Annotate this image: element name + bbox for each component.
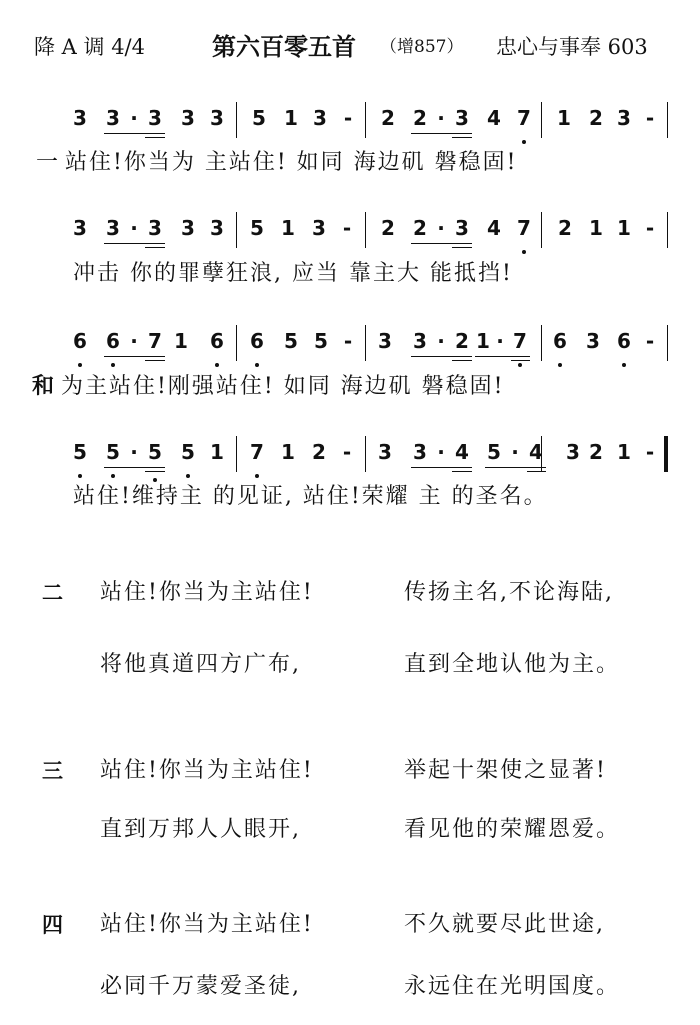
lyric-text: 站住!维持主 的见证, 站住!荣耀 主 的圣名。 (73, 484, 548, 509)
note: 5 (73, 440, 87, 464)
note: 2 (413, 216, 427, 240)
note: 3 (210, 216, 224, 240)
barline (365, 325, 366, 361)
beam-line (104, 243, 165, 244)
verse-line: 必同千万蒙爱圣徒, (100, 974, 301, 999)
octave-dot (518, 363, 522, 367)
hymn-supplement-number: （增857） (380, 37, 464, 57)
dot-rhythm: · (437, 440, 445, 464)
note: 5 (106, 440, 120, 464)
beam-line (145, 137, 165, 138)
note: 1 (617, 440, 631, 464)
octave-dot (522, 250, 526, 254)
note: 4 (455, 440, 469, 464)
final-barline (664, 436, 667, 472)
verse-line: 站住!你当为主站住! (100, 758, 314, 783)
beam-line (452, 360, 472, 361)
note: 5 (181, 440, 195, 464)
verse-number: 二 (42, 580, 63, 605)
hymn-title: 第六百零五首 (212, 32, 356, 61)
beam-line (475, 356, 530, 357)
beam-line (145, 247, 165, 248)
beam-line (411, 467, 472, 468)
verse-line: 直到全地认他为主。 (404, 652, 621, 677)
octave-dot (622, 363, 626, 367)
note: 1 (589, 216, 603, 240)
octave-dot (522, 140, 526, 144)
beam-line (145, 471, 165, 472)
beam-line (527, 471, 546, 472)
dot-rhythm: · (130, 216, 138, 240)
barline (667, 325, 668, 361)
refrain-prefix: 和 (32, 373, 55, 399)
note: 3 (210, 106, 224, 130)
note: 3 (181, 216, 195, 240)
sustain-dash: - (645, 106, 655, 130)
barline (236, 102, 237, 138)
key-signature: 降 A 调 4/4 (34, 35, 145, 59)
verse-number: 四 (42, 912, 63, 937)
barline (365, 436, 366, 472)
note: 2 (589, 440, 603, 464)
note: 2 (312, 440, 326, 464)
dot-rhythm: · (437, 216, 445, 240)
note: 5 (148, 440, 162, 464)
note: 3 (106, 106, 120, 130)
lyric-text: 冲击 你的罪孽狂浪, 应当 靠主大 能抵挡! (73, 261, 513, 286)
beam-line (104, 467, 165, 468)
sustain-dash: - (645, 440, 655, 464)
octave-dot (215, 363, 219, 367)
dot-rhythm: · (496, 329, 504, 353)
octave-dot (255, 474, 259, 478)
note: 1 (476, 329, 490, 353)
verse-prefix: 一 (36, 150, 59, 175)
beam-line (104, 356, 165, 357)
sustain-dash: - (342, 440, 352, 464)
barline (236, 212, 237, 248)
dot-rhythm: · (130, 440, 138, 464)
note: 6 (73, 329, 87, 353)
note: 3 (148, 106, 162, 130)
note: 3 (413, 440, 427, 464)
dot-rhythm: · (511, 440, 519, 464)
note: 3 (617, 106, 631, 130)
note: 4 (487, 216, 501, 240)
note: 5 (487, 440, 501, 464)
verse-line: 站住!你当为主站住! (100, 580, 314, 605)
note: 3 (148, 216, 162, 240)
note: 3 (566, 440, 580, 464)
octave-dot (186, 474, 190, 478)
note: 1 (281, 440, 295, 464)
lyric-line-4 (36, 482, 548, 512)
beam-line (145, 360, 165, 361)
note: 2 (381, 216, 395, 240)
note: 7 (517, 216, 531, 240)
note: 1 (281, 216, 295, 240)
note: 3 (73, 106, 87, 130)
note: 1 (557, 106, 571, 130)
note: 2 (589, 106, 603, 130)
beam-line (411, 243, 472, 244)
octave-dot (111, 474, 115, 478)
note: 7 (517, 106, 531, 130)
note: 2 (413, 106, 427, 130)
lyric-text: 为主站住!刚强站住! 如同 海边矶 磐稳固! (61, 374, 505, 399)
note: 4 (487, 106, 501, 130)
note: 2 (455, 329, 469, 353)
note: 3 (312, 216, 326, 240)
note: 2 (558, 216, 572, 240)
verse-line: 站住!你当为主站住! (100, 912, 314, 937)
note: 3 (455, 106, 469, 130)
note: 3 (313, 106, 327, 130)
barline (667, 436, 668, 472)
sustain-dash: - (645, 329, 655, 353)
beam-line (104, 133, 165, 134)
note: 1 (210, 440, 224, 464)
note: 7 (250, 440, 264, 464)
hymn-category: 忠心与事奉 603 (496, 35, 648, 59)
dot-rhythm: · (437, 329, 445, 353)
beam-line (411, 356, 472, 357)
barline (541, 325, 542, 361)
dot-rhythm: · (130, 106, 138, 130)
note: 5 (252, 106, 266, 130)
note: 4 (529, 440, 543, 464)
note: 7 (513, 329, 527, 353)
note: 3 (73, 216, 87, 240)
lyric-line-2 (36, 259, 513, 289)
note: 6 (553, 329, 567, 353)
note: 5 (250, 216, 264, 240)
note: 3 (455, 216, 469, 240)
sustain-dash: - (342, 216, 352, 240)
verse-line: 传扬主名,不论海陆, (404, 580, 614, 605)
sustain-dash: - (645, 216, 655, 240)
sustain-dash: - (343, 106, 353, 130)
lyric-line-3 (32, 371, 505, 401)
barline (667, 102, 668, 138)
octave-dot (558, 363, 562, 367)
verse-line: 看见他的荣耀恩爱。 (404, 817, 621, 842)
dot-rhythm: · (130, 329, 138, 353)
verse-line: 不久就要尽此世途, (404, 912, 605, 937)
beam-line (452, 247, 472, 248)
verse-line: 永远住在光明国度。 (404, 974, 621, 999)
note: 6 (106, 329, 120, 353)
note: 5 (284, 329, 298, 353)
barline (236, 325, 237, 361)
note: 3 (106, 216, 120, 240)
note: 6 (250, 329, 264, 353)
note: 6 (210, 329, 224, 353)
octave-dot (255, 363, 259, 367)
note: 1 (284, 106, 298, 130)
note: 3 (586, 329, 600, 353)
beam-line (511, 360, 530, 361)
barline (541, 212, 542, 248)
note: 7 (148, 329, 162, 353)
note: 1 (174, 329, 188, 353)
lyric-line-1 (36, 148, 518, 178)
note: 6 (617, 329, 631, 353)
octave-dot (78, 474, 82, 478)
verse-line: 举起十架使之显著! (404, 758, 607, 783)
barline (236, 436, 237, 472)
barline (365, 212, 366, 248)
verse-line: 直到万邦人人眼开, (100, 817, 301, 842)
note: 3 (378, 329, 392, 353)
beam-line (452, 137, 472, 138)
note: 3 (413, 329, 427, 353)
note: 3 (378, 440, 392, 464)
dot-rhythm: · (437, 106, 445, 130)
barline (541, 102, 542, 138)
beam-line (485, 467, 546, 468)
barline (667, 212, 668, 248)
beam-line (411, 133, 472, 134)
beam-line (452, 471, 472, 472)
note: 2 (381, 106, 395, 130)
barline (365, 102, 366, 138)
octave-dot (78, 363, 82, 367)
verse-number: 三 (42, 758, 63, 783)
note: 1 (617, 216, 631, 240)
verse-line: 将他真道四方广布, (100, 652, 301, 677)
lyric-text: 站住!你当为 主站住! 如同 海边矶 磐稳固! (65, 150, 518, 175)
sustain-dash: - (343, 329, 353, 353)
note: 3 (181, 106, 195, 130)
note: 5 (314, 329, 328, 353)
octave-dot (111, 363, 115, 367)
